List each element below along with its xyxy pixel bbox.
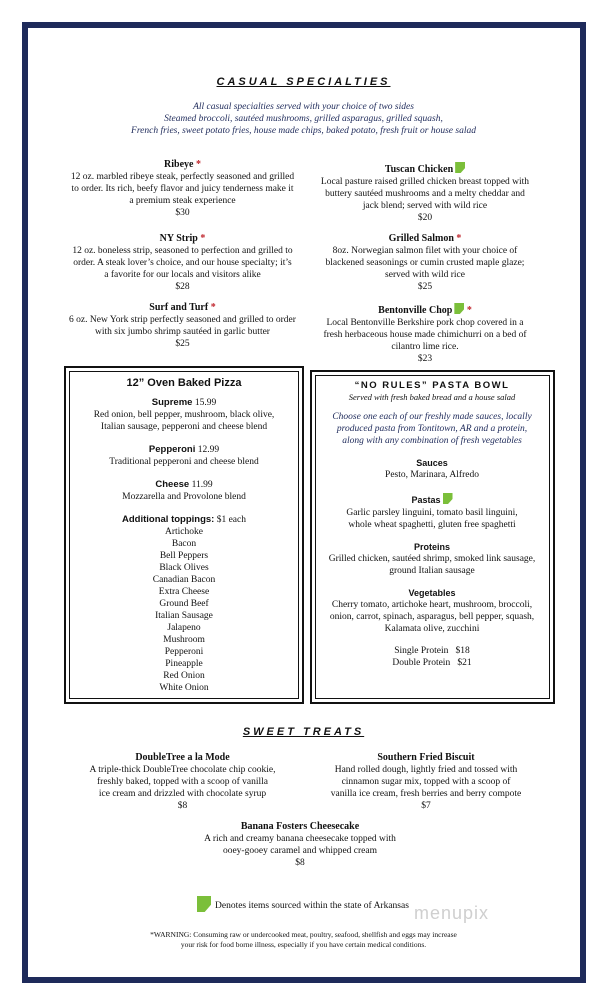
menu-item-grilled-salmon — [305, 233, 545, 293]
item-desc: served with wild rice — [385, 270, 465, 280]
casual-intro-line: French fries, sweet potato fries, house made chips, baked potato, fresh fruit or house salad — [131, 126, 476, 136]
item-desc: cilantro lime rice. — [391, 342, 459, 352]
raw-warning-star: * — [195, 159, 201, 170]
menu-item-tuscan-chicken — [305, 162, 545, 224]
toppings-price: $1 each — [216, 515, 246, 525]
topping-item: Ground Beef — [159, 599, 209, 609]
warning-line: your risk for food borne illness, especially if you have certain medical conditions. — [180, 940, 427, 949]
dessert-doubletree — [55, 752, 310, 812]
pasta-intro-line: along with any combination of fresh vegetables — [342, 436, 522, 446]
pasta-subtitle: Served with fresh baked bread and a house salad — [348, 392, 516, 402]
item-desc: 12 oz. boneless strip, seasoned to perfection and grilled to — [72, 246, 293, 256]
pizza-desc: Italian sausage, pepperoni and cheese blend — [100, 422, 268, 432]
raw-food-warning — [60, 930, 547, 950]
item-name: Ribeye — [164, 159, 194, 170]
item-desc: Local Bentonville Berkshire pork chop covered in a — [326, 318, 524, 328]
single-protein-price: $18 — [455, 646, 470, 656]
item-desc: A triple-thick DoubleTree chocolate chip cookie, — [89, 765, 276, 775]
pizza-desc: Mozzarella and Provolone blend — [122, 492, 246, 502]
sauces-label: Sauces — [416, 458, 448, 468]
casual-heading: CASUAL SPECIALTIES — [216, 76, 391, 88]
vegetables-list: Kalamata olive, zucchini — [384, 624, 480, 634]
item-desc: Hand rolled dough, lightly fried and tossed with — [334, 765, 518, 775]
item-price: $7 — [421, 801, 431, 811]
casual-intro-line: Steamed broccoli, sautéed mushrooms, grilled asparagus, grilled squash, — [164, 114, 443, 124]
menu-item-surf-and-turf — [55, 302, 310, 350]
pasta-title: “NO RULES” PASTA BOWL — [354, 380, 510, 391]
vegetables-list: onion, carrot, spinach, asparagus, bell pepper, squash, — [329, 612, 535, 622]
menu-item-ny-strip — [55, 233, 310, 293]
pizza-name: Cheese — [155, 479, 190, 490]
raw-warning-star: * — [210, 302, 216, 313]
sauces-list: Pesto, Marinara, Alfredo — [385, 470, 479, 480]
item-desc: 6 oz. New York strip perfectly seasoned and grilled to order — [69, 315, 296, 325]
item-price: $30 — [175, 208, 190, 218]
double-protein-row — [316, 657, 548, 669]
raw-warning-star: * — [200, 233, 206, 244]
arkansas-leaf-icon — [455, 162, 465, 173]
pastas-label: Pastas — [411, 495, 441, 505]
legend-text: Denotes items sourced within the state of Arkansas — [215, 901, 409, 911]
topping-item: Canadian Bacon — [152, 575, 216, 585]
dessert-southern-biscuit — [300, 752, 552, 812]
item-name: Southern Fried Biscuit — [377, 752, 475, 763]
double-protein-label: Double Protein — [392, 658, 451, 668]
pasta-intro-line: produced pasta from Tontitown, AR and a protein, — [336, 424, 528, 434]
item-price: $8 — [177, 801, 188, 811]
item-name: NY Strip — [159, 233, 198, 244]
vegetables-label: Vegetables — [408, 588, 456, 598]
proteins-label: Proteins — [413, 542, 450, 552]
item-name: Surf and Turf — [149, 302, 209, 313]
pasta-intro-line: Choose one each of our freshly made sauces, locally — [332, 412, 532, 422]
casual-intro — [40, 101, 567, 137]
pizza-price: 11.99 — [191, 480, 213, 490]
topping-item: Bacon — [171, 539, 197, 549]
pizza-section — [70, 377, 298, 694]
dessert-banana-fosters — [150, 821, 450, 869]
double-protein-price: $21 — [457, 658, 472, 668]
item-desc: to order. Its rich, beefy flavor and juicy tenderness make it — [71, 184, 294, 194]
item-name: DoubleTree a la Mode — [135, 752, 230, 763]
topping-item: Artichoke — [165, 527, 203, 537]
item-price: $25 — [417, 282, 433, 292]
pizza-name: Pepperoni — [148, 444, 196, 455]
item-price: $23 — [417, 354, 433, 364]
item-desc: buttery sautéed mushrooms and a melty cheddar and — [325, 189, 525, 199]
topping-item: Extra Cheese — [158, 587, 210, 597]
item-desc: ooey-gooey caramel and whipped cream — [222, 846, 378, 856]
item-desc: ice cream and drizzled with chocolate syrup — [98, 789, 267, 799]
topping-item: Pepperoni — [164, 647, 204, 657]
topping-item: Mushroom — [163, 635, 205, 645]
single-protein-label: Single Protein — [394, 646, 449, 656]
topping-item: White Onion — [159, 683, 209, 693]
topping-item: Red Onion — [163, 671, 205, 681]
item-name: Banana Fosters Cheesecake — [240, 821, 360, 832]
pizza-name: Supreme — [151, 397, 193, 408]
arkansas-leaf-icon — [454, 303, 464, 314]
item-desc: A rich and creamy banana cheesecake topped with — [204, 834, 396, 844]
pizza-desc: Traditional pepperoni and cheese blend — [109, 457, 259, 467]
item-price: $25 — [175, 339, 190, 349]
menu-item-bentonville-chop — [305, 303, 545, 365]
arkansas-leaf-icon — [197, 896, 211, 912]
item-desc: 8oz. Norwegian salmon filet with your choice of — [332, 246, 518, 256]
item-desc: fresh herbaceous house made chimichurri on a bed of — [323, 330, 527, 340]
pizza-title: 12” Oven Baked Pizza — [126, 377, 242, 389]
item-desc: a favorite for our locals and visitors alike — [104, 270, 261, 280]
item-name: Grilled Salmon — [388, 233, 454, 244]
arkansas-leaf-icon — [443, 493, 453, 504]
pizza-price: 12.99 — [197, 445, 220, 455]
sweets-heading: SWEET TREATS — [242, 726, 365, 738]
item-desc: order. A steak lover’s choice, and our house specialty; it’s — [73, 258, 292, 268]
topping-item: Jalapeno — [167, 623, 201, 633]
pizza-price: 15.99 — [194, 398, 217, 408]
toppings-label: Additional toppings: — [122, 514, 215, 525]
arkansas-legend — [195, 896, 409, 912]
proteins-list: ground Italian sausage — [389, 566, 475, 576]
item-desc: vanilla ice cream, fresh berries and berry compote — [330, 789, 522, 799]
casual-intro-line: All casual specialties served with your choice of two sides — [193, 102, 414, 112]
item-desc: a premium steak experience — [129, 196, 236, 206]
item-price: $28 — [175, 282, 190, 292]
warning-line: *WARNING: Consuming raw or undercooked meat, poultry, seafood, shellfish and eggs may increase — [150, 930, 457, 939]
item-desc: freshly baked, topped with a scoop of vanilla — [97, 777, 268, 787]
pastas-list: whole wheat spaghetti, gluten free spaghetti — [348, 520, 516, 530]
topping-item: Black Olives — [159, 563, 209, 573]
vegetables-list: Cherry tomato, artichoke heart, mushroom, broccoli, — [331, 600, 533, 610]
menupix-watermark: menupix — [413, 903, 489, 923]
topping-item: Bell Peppers — [159, 551, 209, 561]
item-price: $20 — [417, 213, 433, 223]
item-desc: 12 oz. marbled ribeye steak, perfectly seasoned and grilled — [70, 172, 295, 182]
single-protein-row — [316, 645, 548, 657]
item-desc: jack blend; served with wild rice — [362, 201, 488, 211]
item-desc: cinnamon sugar mix, topped with a scoop of — [341, 777, 511, 787]
pasta-section — [316, 380, 548, 669]
pizza-desc: Red onion, bell pepper, mushroom, black olive, — [93, 410, 275, 420]
toppings-list — [70, 526, 298, 694]
menu-item-ribeye — [55, 159, 310, 219]
item-name: Bentonville Chop — [378, 305, 453, 316]
item-desc: with six jumbo shrimp sautéed in garlic butter — [95, 327, 270, 337]
item-desc: blackened seasonings or cumin crusted maple glaze; — [325, 258, 525, 268]
raw-warning-star: * — [466, 305, 472, 316]
item-price: $8 — [295, 858, 305, 868]
item-desc: Local pasture raised grilled chicken breast topped with — [320, 177, 530, 187]
item-name: Tuscan Chicken — [384, 164, 454, 175]
topping-item: Italian Sausage — [155, 611, 213, 621]
raw-warning-star: * — [456, 233, 462, 244]
proteins-list: Grilled chicken, sautéed shrimp, smoked link sausage, — [328, 554, 536, 564]
topping-item: Pineapple — [165, 659, 203, 669]
pastas-list: Garlic parsley linguini, tomato basil linguini, — [346, 508, 518, 518]
